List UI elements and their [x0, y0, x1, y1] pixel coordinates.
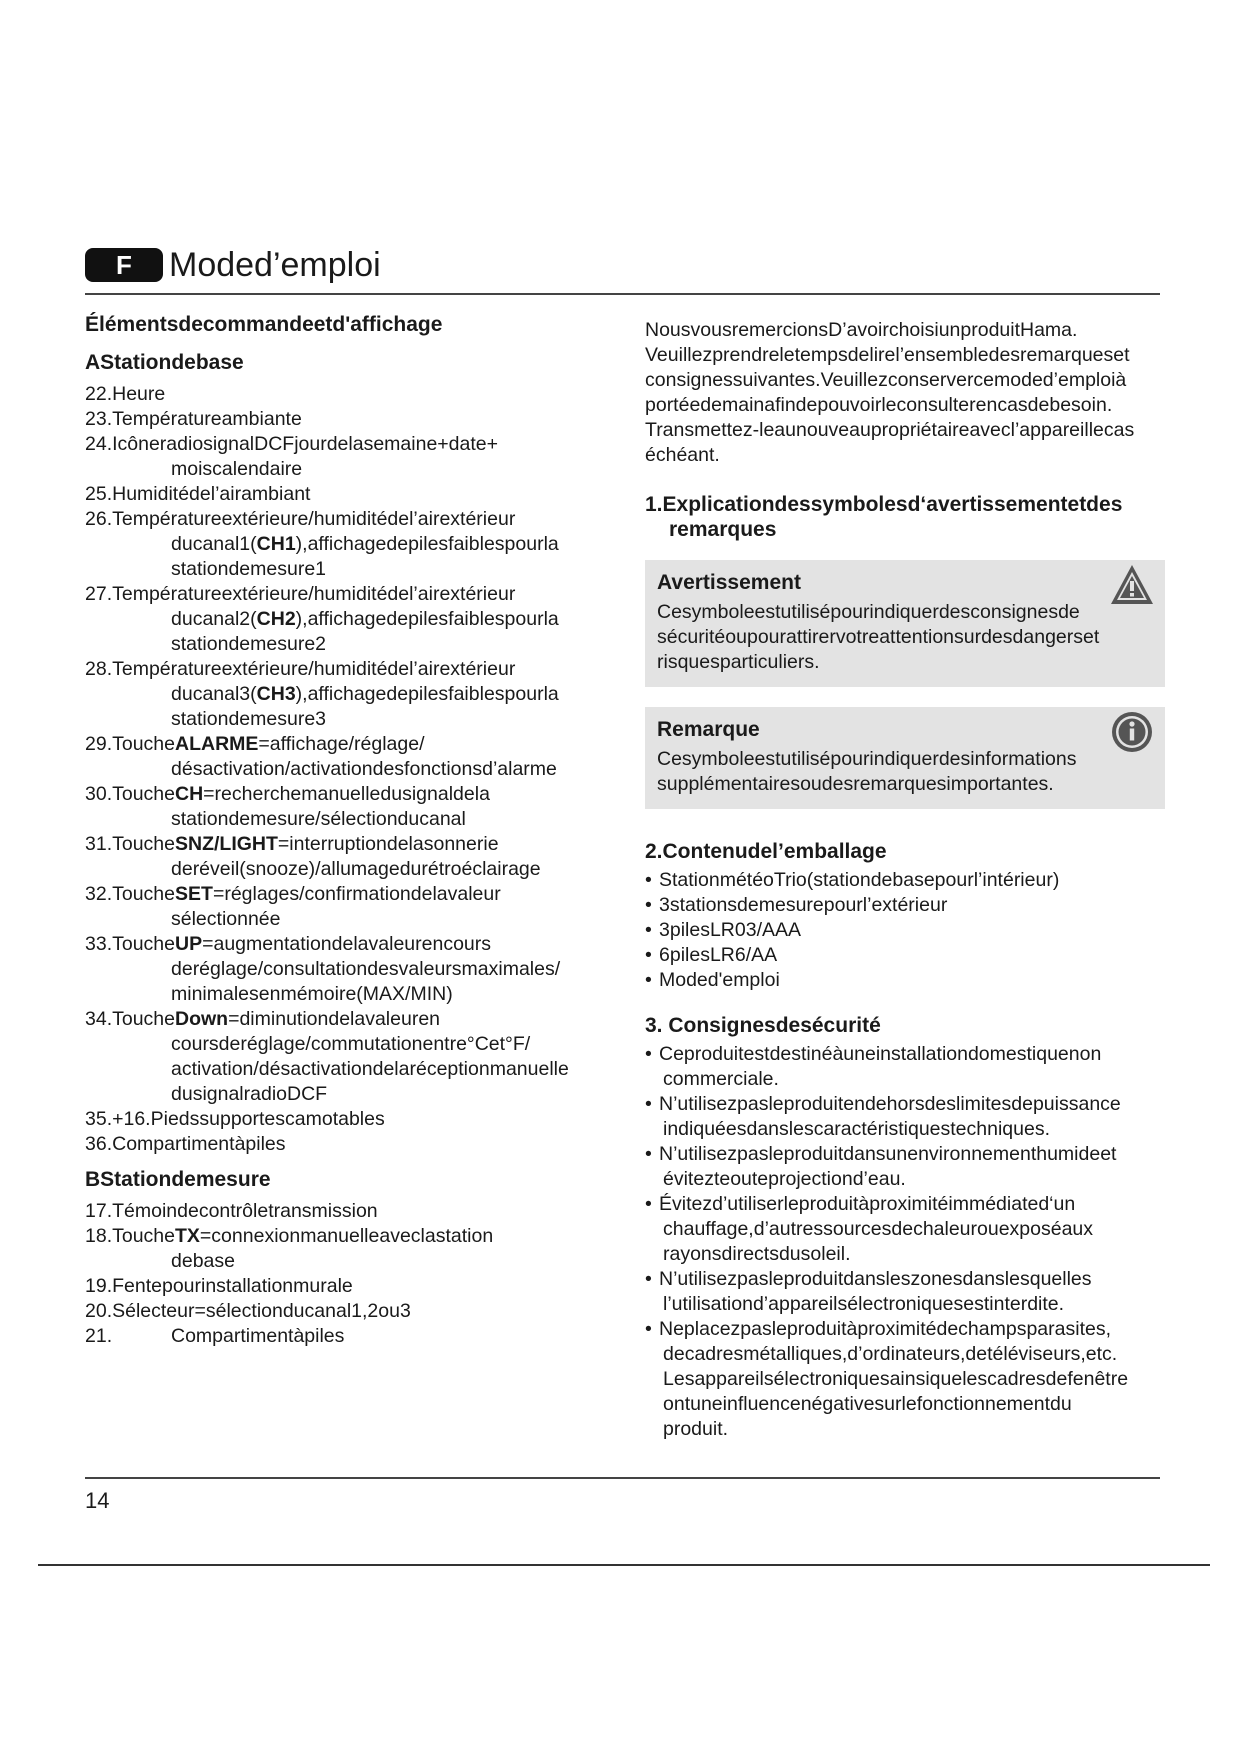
- footer-rule: [85, 1477, 1160, 1479]
- item-number: 17.: [85, 1200, 113, 1222]
- item-continuation: deréveil(snooze)/allumagedurétroéclairage: [171, 858, 541, 880]
- section-3-title: 3. Consignesdesécurité: [645, 1014, 881, 1037]
- list-item: [85, 482, 625, 507]
- item-first-line: 20.Sélecteur=sélectionducanal1,2ou3: [85, 1300, 411, 1322]
- safety-line: ontuneinfluencenégativesurlefonctionnementdu: [663, 1393, 1072, 1415]
- channel-name: CH2: [256, 608, 296, 630]
- list-item: [85, 1299, 625, 1324]
- left-column: [85, 312, 625, 1349]
- item-first-line: 18.ToucheTX=connexionmanuelleaveclastation: [85, 1225, 494, 1247]
- package-item: • Moded'emploi: [645, 968, 1165, 993]
- item-continuation: désactivation/activationdesfonctionsd’alarme: [171, 758, 557, 780]
- list-item: 21. Compartimentàpiles: [85, 1325, 345, 1347]
- package-item: • 3stationsdemesurepourl’extérieur: [645, 893, 1165, 918]
- header-rule: [85, 293, 1160, 295]
- item-number: 27.: [85, 583, 113, 605]
- safety-line: Lesappareilsélectroniquesainsiquelescadresdefenêtre: [663, 1368, 1129, 1390]
- safety-line: • N’utilisezpasleproduitendehorsdeslimitesdepuissance: [659, 1093, 1121, 1115]
- item-continuation: dusignalradioDCF: [171, 1083, 328, 1105]
- item-number: 24.: [85, 433, 113, 455]
- item-number: 23.: [85, 408, 113, 430]
- safety-line: indiquéesdanslescaractéristiquestechniques.: [663, 1118, 1050, 1140]
- safety-list: [645, 1042, 1165, 1442]
- list-item: [85, 1274, 625, 1299]
- list-item: [85, 432, 625, 482]
- page-header: [85, 240, 381, 290]
- item-first-line: 26.Températureextérieure/humiditédel’airextérieur: [85, 508, 516, 530]
- intro-line: Veuillezprendreletempsdelirel’ensembledesremarqueset: [645, 344, 1130, 366]
- list-item: [85, 407, 625, 432]
- intro-line: échéant.: [645, 444, 720, 466]
- list-item: [85, 732, 625, 782]
- item-continuation: ducanal1(CH1),affichagedepilesfaiblespourla: [171, 533, 559, 555]
- page-number: 14: [85, 1488, 110, 1513]
- item-continuation: stationdemesure/sélectionducanal: [171, 808, 466, 830]
- package-item: • StationmétéoTrio(stationdebasepourl’intérieur): [645, 868, 1165, 893]
- note-box: [645, 707, 1165, 809]
- key-name: Down: [175, 1008, 229, 1030]
- item-first-line: 19.Fentepourinstallationmurale: [85, 1275, 353, 1297]
- safety-line: • Évitezd’utiliserleproduitàproximitéimmédiated‘un: [659, 1193, 1076, 1215]
- package-contents-list: [645, 868, 1165, 993]
- item-number: 28.: [85, 658, 113, 680]
- right-column: [645, 318, 1165, 1442]
- item-continuation: debase: [171, 1250, 235, 1272]
- item-continuation: coursderéglage/commutationentre°Cet°F/: [171, 1033, 531, 1055]
- page-title: Moded’emploi: [169, 245, 381, 284]
- safety-line: • Neplacezpasleproduitàproximitédechampsparasites,: [659, 1318, 1111, 1340]
- safety-line: • N’utilisezpasleproduitdansunenvironnementhumideet: [659, 1143, 1117, 1165]
- safety-line: produit.: [663, 1418, 729, 1440]
- item-number: 21.: [85, 1325, 113, 1347]
- item-continuation: moiscalendaire: [171, 458, 303, 480]
- intro-text: [645, 318, 1165, 468]
- item-number: 20.: [85, 1300, 113, 1322]
- list-item: [85, 832, 625, 882]
- channel-name: CH3: [256, 683, 296, 705]
- key-name: UP: [175, 933, 203, 955]
- safety-line: chauffage,d’autressourcesdechaleurouexposéaux: [663, 1218, 1094, 1240]
- note-line: supplémentairesoudesremarquesimportantes.: [657, 773, 1054, 795]
- safety-line: commerciale.: [663, 1068, 779, 1090]
- item-continuation: minimalesenmémoire(MAX/MIN): [171, 983, 453, 1005]
- warning-text: [657, 600, 1153, 675]
- item-number: 31.: [85, 833, 113, 855]
- item-continuation: stationdemesure1: [171, 558, 327, 580]
- safety-line: l’utilisationd’appareilsélectroniquesestinterdite.: [663, 1293, 1065, 1315]
- item-number: 30.: [85, 783, 113, 805]
- warning-title: Avertissement: [657, 571, 801, 594]
- safety-item: [645, 1042, 1165, 1092]
- item-continuation: ducanal2(CH2),affichagedepilesfaiblespourla: [171, 608, 559, 630]
- item-number: 35.: [85, 1108, 113, 1130]
- package-item: • 6pilesLR6/AA: [645, 943, 1165, 968]
- safety-item: [645, 1092, 1165, 1142]
- key-name: ALARME: [175, 733, 259, 755]
- info-icon: [1109, 709, 1155, 755]
- section-1-title-line2: remarques: [669, 518, 777, 541]
- note-line: Cesymboleestutilisépourindiquerdesinformations: [657, 748, 1077, 770]
- item-first-line: 35.+16.Piedssupportescamotables: [85, 1108, 385, 1130]
- section-b-list: [85, 1199, 625, 1349]
- controls-heading: Élémentsdecommandeetd'affichage: [85, 313, 443, 336]
- list-item: [85, 1132, 625, 1157]
- item-first-line: 32.ToucheSET=réglages/confirmationdelavaleur: [85, 883, 501, 905]
- page-bottom-line: [38, 1564, 1210, 1566]
- intro-line: Transmettez-leaunouveaupropriétaireavecl’appareillecas: [645, 419, 1135, 441]
- item-number: 34.: [85, 1008, 113, 1030]
- list-item: [85, 782, 625, 832]
- channel-name: CH1: [256, 533, 296, 555]
- item-first-line: 28.Températureextérieure/humiditédel’airextérieur: [85, 658, 516, 680]
- item-first-line: 17.Témoindecontrôletransmission: [85, 1200, 378, 1222]
- item-number: 22.: [85, 383, 113, 405]
- list-item: [85, 507, 625, 582]
- key-name: CH: [175, 783, 204, 805]
- note-text: [657, 747, 1153, 797]
- list-item: [85, 1199, 625, 1224]
- list-item: [85, 582, 625, 657]
- item-first-line: 24.IcôneradiosignalDCFjourdelasemaine+date+: [85, 433, 499, 455]
- warning-line: Cesymboleestutilisépourindiquerdesconsignesde: [657, 601, 1080, 623]
- key-name: SNZ/LIGHT: [175, 833, 278, 855]
- item-first-line: 23.Températureambiante: [85, 408, 302, 430]
- item-number: 33.: [85, 933, 113, 955]
- list-item: [85, 657, 625, 732]
- safety-line: decadresmétalliques,d’ordinateurs,detéléviseurs,etc.: [663, 1343, 1118, 1365]
- item-number: 19.: [85, 1275, 113, 1297]
- section-a-title: AStationdebase: [85, 351, 244, 374]
- item-number: 26.: [85, 508, 113, 530]
- safety-item: [645, 1192, 1165, 1267]
- item-number: 36.: [85, 1133, 113, 1155]
- item-first-line: 33.ToucheUP=augmentationdelavaleurencours: [85, 933, 492, 955]
- item-continuation: sélectionnée: [171, 908, 281, 930]
- section-1-title-line1: 1.Explicationdessymbolesd‘avertissementetdes: [645, 493, 1123, 516]
- item-continuation: stationdemesure2: [171, 633, 327, 655]
- item-continuation: ducanal3(CH3),affichagedepilesfaiblespourla: [171, 683, 559, 705]
- safety-item: [645, 1317, 1165, 1442]
- intro-line: portéedemainafindepouvoirleconsulterencasdebesoin.: [645, 394, 1113, 416]
- section-a-list: [85, 382, 625, 1157]
- item-number: 18.: [85, 1225, 113, 1247]
- item-continuation: deréglage/consultationdesvaleursmaximales/: [171, 958, 561, 980]
- package-item: • 3pilesLR03/AAA: [645, 918, 1165, 943]
- language-badge: F: [85, 248, 163, 282]
- section-b-title: BStationdemesure: [85, 1168, 271, 1191]
- safety-line: • N’utilisezpasleproduitdansleszonesdanslesquelles: [659, 1268, 1092, 1290]
- warning-line: risquesparticuliers.: [657, 651, 820, 673]
- item-number: 29.: [85, 733, 113, 755]
- item-first-line: 27.Températureextérieure/humiditédel’airextérieur: [85, 583, 516, 605]
- key-name: SET: [175, 883, 213, 905]
- item-first-line: 29.ToucheALARME=affichage/réglage/: [85, 733, 425, 755]
- section-1-title: [645, 492, 1165, 542]
- item-first-line: 36.Compartimentàpiles: [85, 1133, 286, 1155]
- warning-box: [645, 560, 1165, 687]
- item-first-line: 31.ToucheSNZ/LIGHT=interruptiondelasonnerie: [85, 833, 499, 855]
- list-item: [85, 1107, 625, 1132]
- list-item: [85, 1007, 625, 1107]
- safety-item: [645, 1267, 1165, 1317]
- key-name: TX: [175, 1225, 200, 1247]
- section-2-title: 2.Contenudel’emballage: [645, 840, 887, 863]
- item-first-line: 22.Heure: [85, 383, 166, 405]
- item-first-line: 30.ToucheCH=recherchemanuelledusignaldela: [85, 783, 490, 805]
- item-number: 25.: [85, 483, 113, 505]
- item-continuation: activation/désactivationdelaréceptionmanuelle: [171, 1058, 569, 1080]
- intro-line: consignessuivantes.Veuillezconservercemoded’emploià: [645, 369, 1127, 391]
- safety-line: évitezteouteprojectiond’eau.: [663, 1168, 906, 1190]
- item-continuation: stationdemesure3: [171, 708, 327, 730]
- list-item: [85, 882, 625, 932]
- item-first-line: 34.ToucheDown=diminutiondelavaleuren: [85, 1008, 441, 1030]
- safety-line: • Ceproduitestdestinéàuneinstallationdomestiquenon: [659, 1043, 1102, 1065]
- warning-line: sécuritéoupourattirervotreattentionsurdesdangerset: [657, 626, 1100, 648]
- list-item: [85, 1224, 625, 1274]
- list-item: [85, 932, 625, 1007]
- note-title: Remarque: [657, 718, 760, 741]
- list-item: [85, 382, 625, 407]
- warning-triangle-icon: [1109, 562, 1155, 608]
- intro-line: NousvousremercionsD’avoirchoisiunproduitHama.: [645, 319, 1078, 341]
- safety-item: [645, 1142, 1165, 1192]
- safety-line: rayonsdirectsdusoleil.: [663, 1243, 851, 1265]
- item-first-line: 25.Humiditédel’airambiant: [85, 483, 311, 505]
- item-number: 32.: [85, 883, 113, 905]
